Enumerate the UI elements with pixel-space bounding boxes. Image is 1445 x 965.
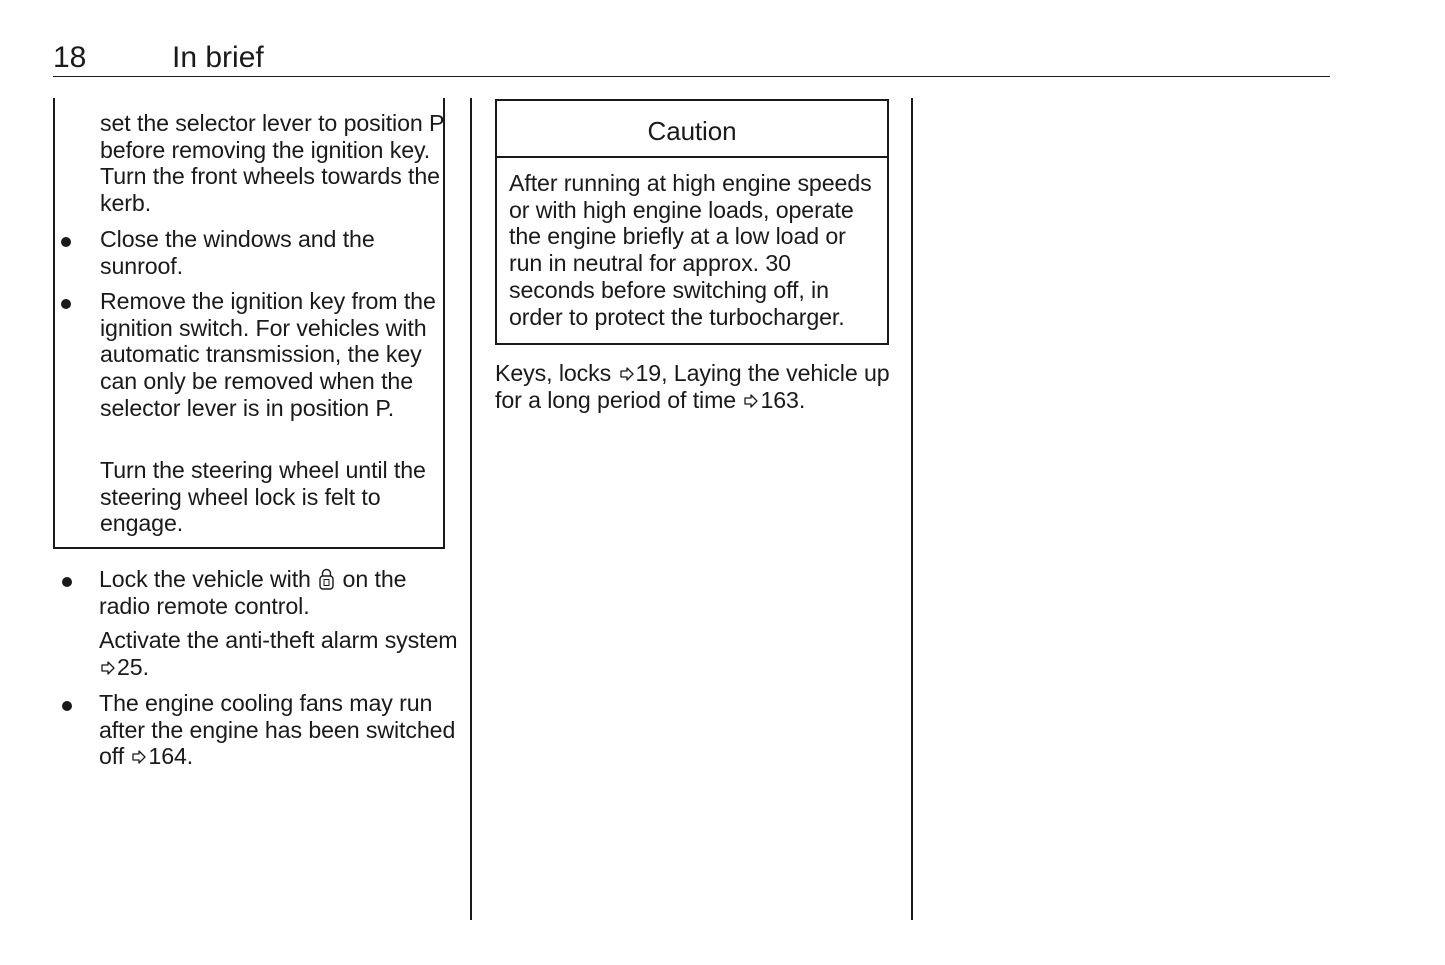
cross-references: Keys, locks 19, Laying the vehicle up for a long period of time 163. xyxy=(495,360,890,413)
bullet-icon xyxy=(61,299,71,309)
reference-arrow-icon xyxy=(101,661,115,675)
bullet-item-lock-vehicle: Lock the vehicle with on the radio remote control. xyxy=(99,566,459,619)
page-number: 18 xyxy=(53,41,87,74)
section-title: In brief xyxy=(172,41,264,74)
caution-title: Caution xyxy=(497,101,887,158)
lock-button-icon xyxy=(319,568,334,590)
column-divider xyxy=(911,98,913,920)
page-reference-link[interactable]: 164. xyxy=(148,743,194,770)
bullet-icon xyxy=(61,237,71,247)
steering-lock-text: Turn the steering wheel until the steering wheel lock is felt to engage. xyxy=(100,457,426,537)
page-reference-link[interactable]: 19, xyxy=(635,360,668,386)
page-reference-link[interactable]: 25. xyxy=(117,653,149,680)
bullet-icon xyxy=(62,701,72,711)
reference-arrow-icon xyxy=(620,367,634,381)
caution-box xyxy=(495,99,889,345)
header-rule xyxy=(53,76,1330,77)
bullet-item-ignition-key: Remove the ignition key from the ignition switch. For vehicles with automatic transmission, the key can only be removed when the selector lever is in position P. xyxy=(100,288,445,422)
reference-arrow-icon xyxy=(132,750,146,764)
caution-body: After running at high engine speeds or with high engine loads, operate the engine briefly at a low load or run in neutral for approx. 30 seconds before switching off, in order to protect the turbocharger. xyxy=(509,170,872,330)
continuation-text: set the selector lever to position P before removing the ignition key. Turn the front wheels towards the kerb. xyxy=(100,110,444,217)
bullet-item-windows: Close the windows and the sunroof. xyxy=(100,226,445,279)
reference-arrow-icon xyxy=(744,394,758,408)
column-divider xyxy=(470,98,472,920)
warning-box-continuation xyxy=(53,98,445,549)
alarm-text: Activate the anti-theft alarm system 25. xyxy=(99,627,458,680)
page-reference-link[interactable]: 163. xyxy=(760,386,806,413)
bullet-icon xyxy=(62,577,72,587)
bullet-item-cooling-fans: The engine cooling fans may run after the engine has been switched off 164. xyxy=(99,690,459,770)
